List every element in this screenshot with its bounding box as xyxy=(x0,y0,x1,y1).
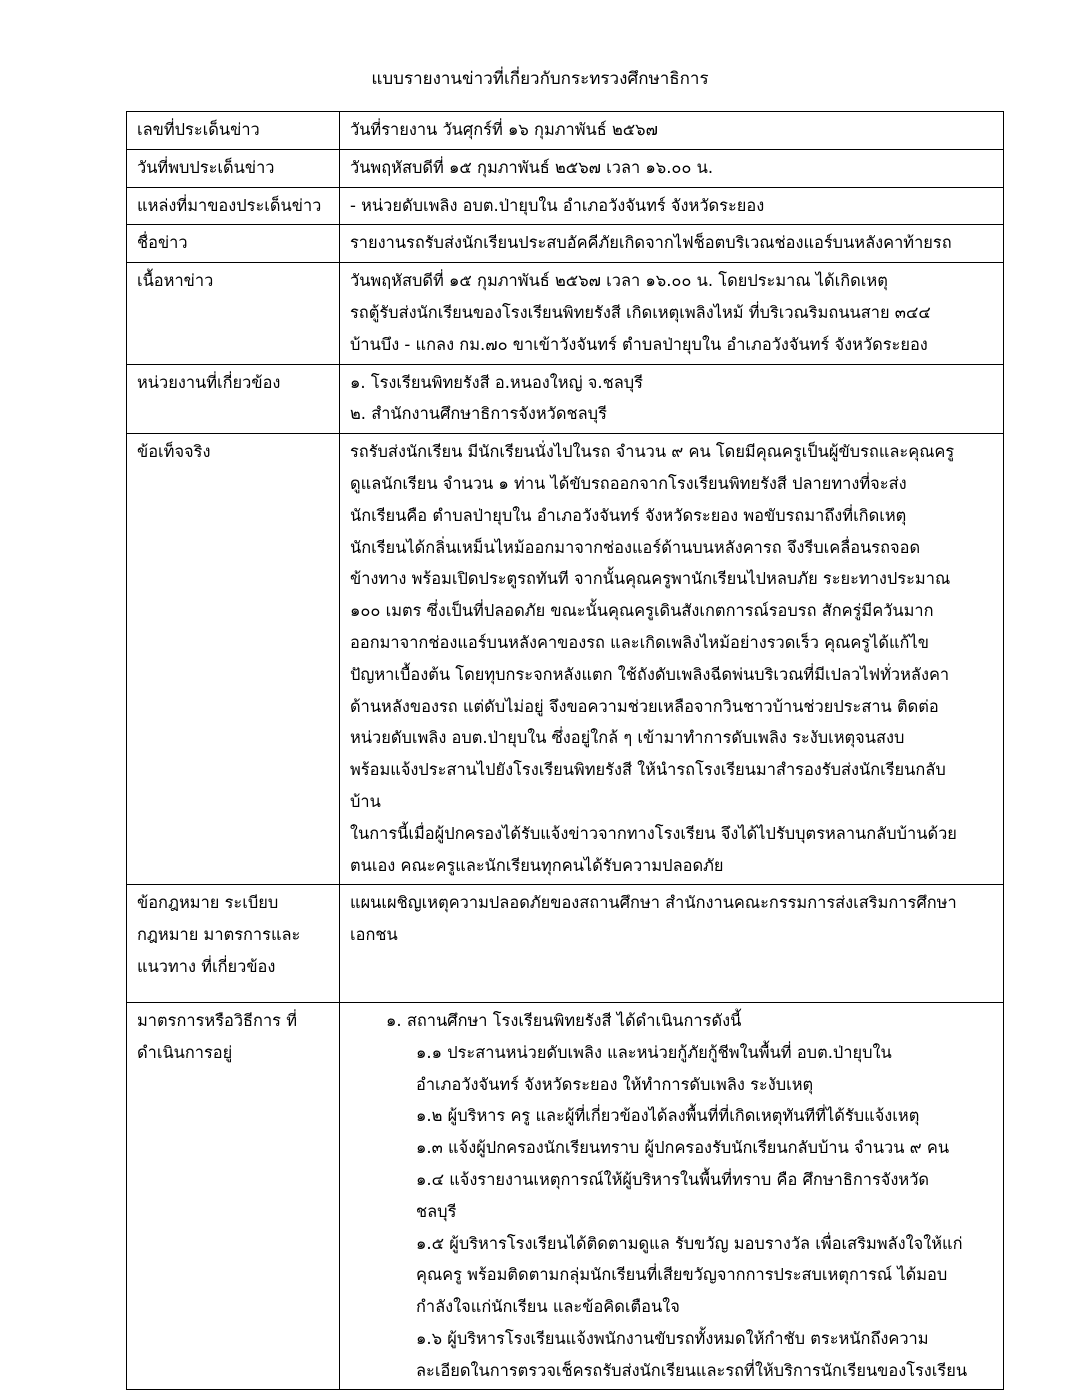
row-value-line: ในการนี้เมื่อผู้ปกครองได้รับแจ้งข่าวจากทางโรงเรียน จึงได้ไปรับบุตรหลานกลับบ้านด้วย xyxy=(350,823,957,843)
table-row xyxy=(127,149,1004,187)
row-value-line: รถตู้รับส่งนักเรียนของโรงเรียนพิทยรังสี เกิดเหตุเพลิงไหม้ ที่บริเวณริมถนนสาย ๓๔๔ xyxy=(350,302,931,322)
measure-item-line: ชลบุรี xyxy=(416,1201,457,1221)
row-label-line: แหล่งที่มาของประเด็นข่าว xyxy=(137,195,322,215)
measures-label-line: ดำเนินการอยู่ xyxy=(137,1042,233,1062)
row-label-line: ข้อกฎหมาย ระเบียบ xyxy=(137,893,279,913)
row-label-line: กฎหมาย มาตรการและ xyxy=(137,925,301,945)
table-row xyxy=(127,225,1004,263)
row-value-line: นักเรียนได้กลิ่นเหม็นไหม้ออกมาจากช่องแอร์ด้านบนหลังคารถ จึงรีบเคลื่อนรถจอด xyxy=(350,537,921,557)
row-value-line: รายงานรถรับส่งนักเรียนประสบอัคคีภัยเกิดจากไฟช็อตบริเวณช่องแอร์บนหลังคาท้ายรถ xyxy=(350,233,952,253)
row-value-cell xyxy=(340,187,1004,225)
report-table-body xyxy=(127,112,1004,1390)
table-row xyxy=(127,112,1004,150)
row-value-line: ๒. สำนักงานศึกษาธิการจังหวัดชลบุรี xyxy=(350,404,607,424)
row-label-line: ข้อเท็จจริง xyxy=(137,442,211,462)
row-value-line: รถรับส่งนักเรียน มีนักเรียนนั่งไปในรถ จำนวน ๙ คน โดยมีคุณครูเป็นผู้ขับรถและคุณครู xyxy=(350,442,955,462)
row-value-cell xyxy=(340,364,1004,434)
measures-label-line: มาตรการหรือวิธีการ ที่ xyxy=(137,1010,297,1030)
measure-item-line: ๑.๕ ผู้บริหารโรงเรียนได้ติดตามดูแล รับขวัญ มอบรางวัล เพื่อเสริมพลังใจให้แก่ xyxy=(416,1233,963,1253)
row-value-line: พร้อมแจ้งประสานไปยังโรงเรียนพิทยรังสี ให้นำรถโรงเรียนมาสำรองรับส่งนักเรียนกลับ xyxy=(350,760,946,780)
measures-heading: ๑. สถานศึกษา โรงเรียนพิทยรังสี ได้ดำเนินการดังนี้ xyxy=(386,1010,742,1030)
row-value-line: นักเรียนคือ ตำบลป่ายุบใน อำเภอวังจันทร์ จังหวัดระยอง พอขับรถมาถึงที่เกิดเหตุ xyxy=(350,505,907,525)
row-label-line: วันที่พบประเด็นข่าว xyxy=(137,157,275,177)
row-label-cell xyxy=(127,364,340,434)
measure-item-line: คุณครู พร้อมติดตามกลุ่มนักเรียนที่เสียขวัญจากการประสบเหตุการณ์ ได้มอบ xyxy=(416,1265,948,1285)
measure-item-line: กำลังใจแก่นักเรียน และข้อคิดเตือนใจ xyxy=(416,1297,680,1317)
row-value-line: แผนเผชิญเหตุความปลอดภัยของสถานศึกษา สำนักงานคณะกรรมการส่งเสริมการศึกษา xyxy=(350,893,957,913)
row-label-cell xyxy=(127,885,340,1003)
row-value-line: หน่วยดับเพลิง อบต.ป่ายุบใน ซึ่งอยู่ใกล้ ๆ เข้ามาทำการดับเพลิง ระงับเหตุจนสงบ xyxy=(350,728,905,748)
row-value-line: ๑๐๐ เมตร ซึ่งเป็นที่ปลอดภัย ขณะนั้นคุณครูเดินสังเกตการณ์รอบรถ สักครู่มีควันมาก xyxy=(350,601,934,621)
row-label-line: หน่วยงานที่เกี่ยวข้อง xyxy=(137,372,281,392)
row-value-line: ตนเอง คณะครูและนักเรียนทุกคนได้รับความปลอดภัย xyxy=(350,855,724,875)
cell-spacer xyxy=(350,951,997,999)
row-value-line: ๑. โรงเรียนพิทยรังสี อ.หนองใหญ่ จ.ชลบุรี xyxy=(350,372,643,392)
row-value-line: บ้านบึง - แกลง กม.๗๐ ขาเข้าวังจันทร์ ตำบลป่ายุบใน อำเภอวังจันทร์ จังหวัดระยอง xyxy=(350,334,928,354)
row-value-line: เอกชน xyxy=(350,925,398,945)
row-value-cell xyxy=(340,112,1004,150)
row-value-cell xyxy=(340,885,1004,1003)
row-value-cell xyxy=(340,225,1004,263)
row-label-cell xyxy=(127,263,340,364)
row-value-line: วันพฤหัสบดีที่ ๑๕ กุมภาพันธ์ ๒๕๖๗ เวลา ๑๖.๐๐ น. xyxy=(350,157,714,177)
row-value-line: ด้านหลังของรถ แต่ดับไม่อยู่ จึงขอความช่วยเหลือจากวินชาวบ้านช่วยประสาน ติดต่อ xyxy=(350,696,939,716)
table-row xyxy=(127,364,1004,434)
row-label-cell xyxy=(127,112,340,150)
row-value-line: บ้าน xyxy=(350,791,381,811)
row-label-cell xyxy=(127,434,340,885)
measure-item-line: ๑.๑ ประสานหน่วยดับเพลิง และหน่วยกู้ภัยกู้ชีพในพื้นที่ อบต.ป่ายุบใน xyxy=(416,1042,892,1062)
row-value-cell xyxy=(340,149,1004,187)
measure-item-line: ๑.๓ แจ้งผู้ปกครองนักเรียนทราบ ผู้ปกครองรับนักเรียนกลับบ้าน จำนวน ๙ คน xyxy=(416,1138,950,1158)
measure-item-line: อำเภอวังจันทร์ จังหวัดระยอง ให้ทำการดับเพลิง ระงับเหตุ xyxy=(416,1074,814,1094)
measure-item-line: ๑.๖ ผู้บริหารโรงเรียนแจ้งพนักงานขับรถทั้งหมดให้กำชับ ตระหนักถึงความ xyxy=(416,1328,929,1348)
row-label-line: ชื่อข่าว xyxy=(137,233,188,253)
row-value-line: ปัญหาเบื้องต้น โดยทุบกระจกหลังแตก ใช้ถังดับเพลิงฉีดพ่นบริเวณที่มีเปลวไฟทั่วหลังคา xyxy=(350,664,950,684)
table-row xyxy=(127,885,1004,1003)
measures-label-cell xyxy=(127,1002,340,1390)
row-value-cell xyxy=(340,263,1004,364)
table-row xyxy=(127,187,1004,225)
measures-row xyxy=(127,1002,1004,1390)
measure-item-line: ๑.๔ แจ้งรายงานเหตุการณ์ให้ผู้บริหารในพื้นที่ทราบ คือ ศึกษาธิการจังหวัด xyxy=(416,1169,930,1189)
measure-item-line: ละเอียดในการตรวจเช็ครถรับส่งนักเรียนและรถที่ให้บริการนักเรียนของโรงเรียน xyxy=(416,1360,968,1380)
measures-value-cell xyxy=(340,1002,1004,1390)
table-row xyxy=(127,263,1004,364)
row-value-line: วันพฤหัสบดีที่ ๑๕ กุมภาพันธ์ ๒๕๖๗ เวลา ๑๖.๐๐ น. โดยประมาณ ได้เกิดเหตุ xyxy=(350,271,888,291)
report-table xyxy=(126,111,1004,1390)
row-label-cell xyxy=(127,187,340,225)
row-label-cell xyxy=(127,225,340,263)
row-label-line: เลขที่ประเด็นข่าว xyxy=(137,120,260,139)
row-label-line: แนวทาง ที่เกี่ยวข้อง xyxy=(137,956,276,976)
row-label-line: เนื้อหาข่าว xyxy=(137,271,214,291)
document-title: แบบรายงานข่าวที่เกี่ยวกับกระทรวงศึกษาธิการ xyxy=(371,69,709,89)
row-value-line: - หน่วยดับเพลิง อบต.ป่ายุบใน อำเภอวังจันทร์ จังหวัดระยอง xyxy=(350,195,765,215)
table-row xyxy=(127,434,1004,885)
row-value-line: วันที่รายงาน วันศุกร์ที่ ๑๖ กุมภาพันธ์ ๒๕๖๗ xyxy=(350,120,658,139)
row-value-line: ออกมาจากช่องแอร์บนหลังคาของรถ และเกิดเพลิงไหม้อย่างรวดเร็ว คุณครูได้แก้ไข xyxy=(350,632,929,652)
row-value-cell xyxy=(340,434,1004,885)
row-label-cell xyxy=(127,149,340,187)
row-value-line: ข้างทาง พร้อมเปิดประตูรถทันที จากนั้นคุณครูพานักเรียนไปหลบภัย ระยะทางประมาณ xyxy=(350,569,951,589)
row-value-line: ดูแลนักเรียน จำนวน ๑ ท่าน ได้ขับรถออกจากโรงเรียนพิทยรังสี ปลายทางที่จะส่ง xyxy=(350,473,907,493)
measure-item-line: ๑.๒ ผู้บริหาร ครู และผู้ที่เกี่ยวข้องได้ลงพื้นที่ที่เกิดเหตุทันทีที่ได้รับแจ้งเหตุ xyxy=(416,1106,920,1126)
